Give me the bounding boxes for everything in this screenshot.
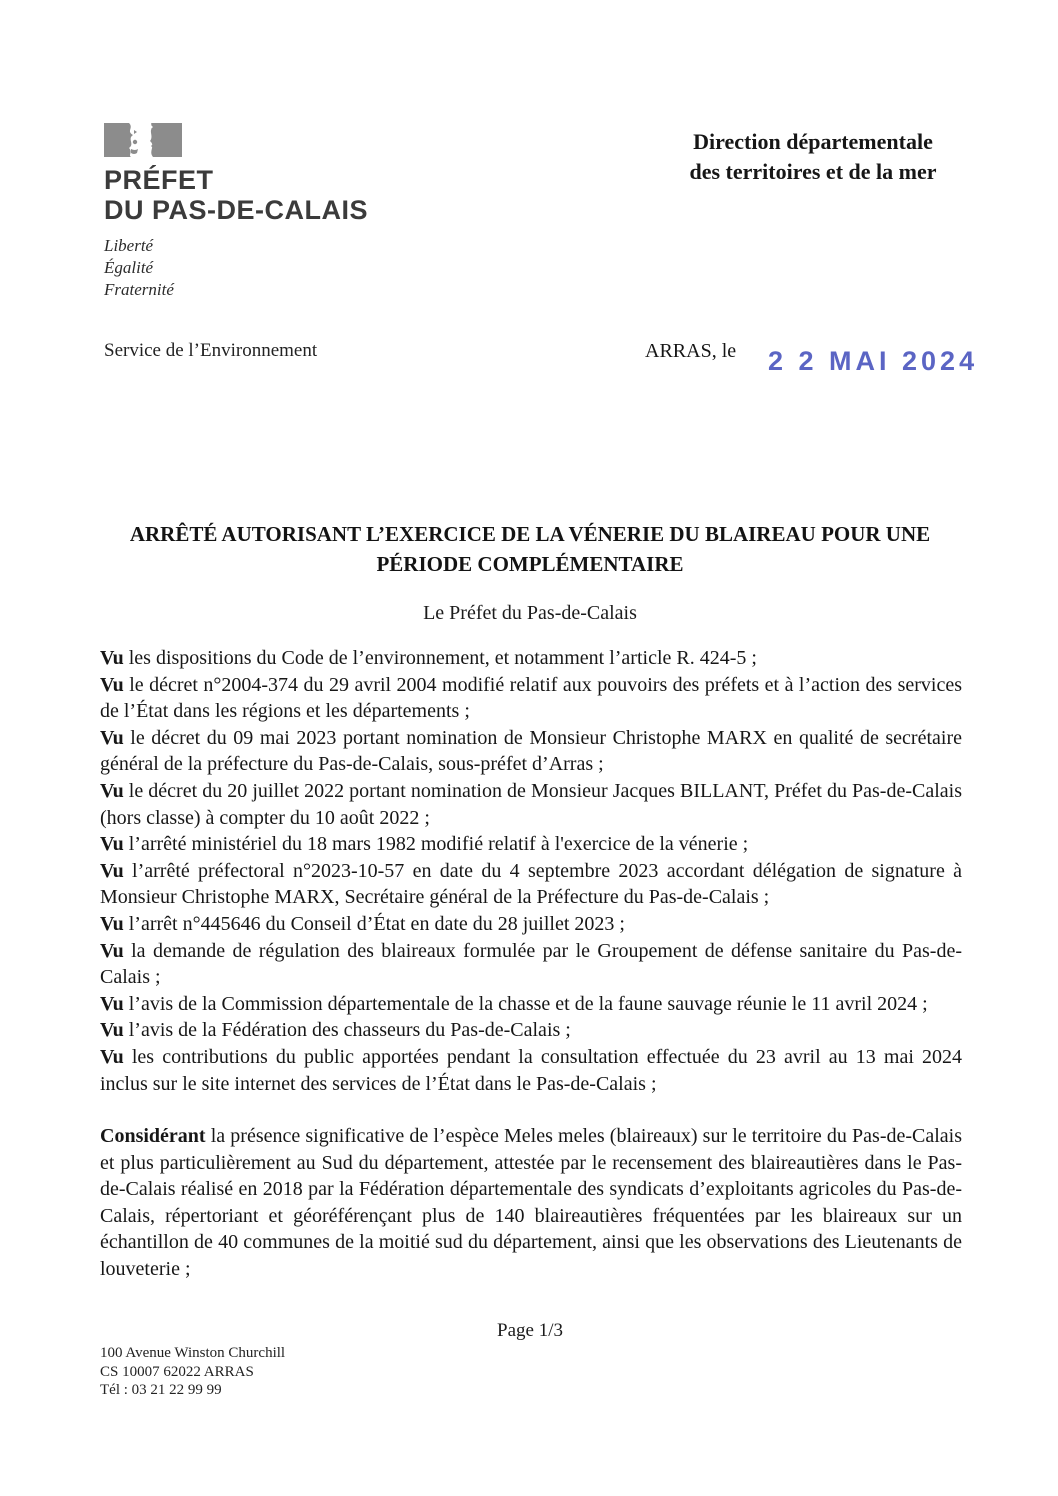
document-title-line1: ARRÊTÉ AUTORISANT L’EXERCICE DE LA VÉNERIE DU BLAIREAU POUR UNE <box>129 522 931 546</box>
document-title-line2: PÉRIODE COMPLÉMENTAIRE <box>376 552 684 576</box>
paragraph-lead: Vu <box>100 992 124 1015</box>
page-number: Page 1/3 <box>497 1320 563 1341</box>
paragraph-vu: Vu la demande de régulation des blaireaux formulée par le Groupement de défense sanitaire du Pas-de-Calais ; <box>100 939 962 989</box>
paragraph-lead: Vu <box>100 859 124 882</box>
paragraph-vu: Vu l’arrêt n°445646 du Conseil d’État en date du 28 juillet 2023 ; <box>100 912 625 935</box>
prefecture-name-line2: DU PAS-DE-CALAIS <box>104 195 368 225</box>
paragraph-lead: Considérant <box>100 1125 206 1148</box>
motto-fraternite: Fraternité <box>104 280 174 299</box>
motto-liberte: Liberté <box>104 236 154 255</box>
paragraph-considrant: Considérant la présence significative de l’espèce Meles meles (blaireaux) sur le territoire du Pas-de-Calais et plus particulièrement au Sud du département, attestée par le recensement des blaireautières dans le Pas-de-Calais réalisé en 2018 par la Fédération départementale des syndicats d’exploitants agricoles du Pas-de-Calais, répertoriant et géoréférençant plus de 140 blaireautières fréquentées par les blaireaux sur un échantillon de 40 communes de la moitié sud du département, ainsi que les observations des Lieutenants de louveterie ; <box>100 1125 962 1281</box>
direction-line2: des territoires et de la mer <box>689 159 937 184</box>
paragraph-lead: Vu <box>100 673 124 696</box>
prefecture-brand-block <box>104 122 368 301</box>
footer-address-line3: Tél : 03 21 22 99 99 <box>100 1382 222 1398</box>
paragraph-lead: Vu <box>100 726 124 749</box>
paragraph-lead: Vu <box>100 1019 124 1042</box>
footer-address-line1: 100 Avenue Winston Churchill <box>100 1345 286 1361</box>
paragraph-vu: Vu le décret du 20 juillet 2022 portant nomination de Monsieur Jacques BILLANT, Préfet du Pas-de-Calais (hors classe) à compter du 10 août 2022 ; <box>100 779 962 829</box>
paragraph-vu: Vu l’avis de la Fédération des chasseurs du Pas-de-Calais ; <box>100 1019 571 1042</box>
paragraph-vu: Vu les contributions du public apportées pendant la consultation effectuée du 23 avril au 13 mai 2024 inclus sur le site internet des services de l’État dans le Pas-de-Calais ; <box>100 1045 962 1095</box>
paragraph-lead: Vu <box>100 647 124 669</box>
republic-motto <box>104 235 368 301</box>
paragraph-lead: Vu <box>100 779 124 802</box>
prefecture-name-line1: PRÉFET <box>104 165 214 195</box>
paragraph-vu: Vu le décret du 09 mai 2023 portant nomination de Monsieur Christophe MARX en qualité de secrétaire général de la préfecture du Pas-de-Calais, sous-préfet d’Arras ; <box>100 726 962 776</box>
document-subtitle: Le Préfet du Pas-de-Calais <box>423 602 637 624</box>
direction-header <box>648 127 978 187</box>
paragraph-lead: Vu <box>100 939 124 962</box>
direction-line1: Direction départementale <box>693 129 933 154</box>
city-date-label: ARRAS, le <box>645 340 737 362</box>
paragraph-vu: Vu l’arrêté ministériel du 18 mars 1982 modifié relatif à l'exercice de la vénerie ; <box>100 833 749 856</box>
service-label: Service de l’Environnement <box>104 340 318 361</box>
prefecture-name <box>104 165 368 225</box>
date-stamp: 2 2 MAI 2024 <box>768 346 979 376</box>
marianne-logo-icon <box>104 122 186 160</box>
paragraph-lead: Vu <box>100 1045 124 1068</box>
footer-address <box>100 1344 285 1400</box>
paragraph-vu: Vu le décret n°2004-374 du 29 avril 2004 modifié relatif aux pouvoirs des préfets et à l’action des services de l’État dans les régions et les départements ; <box>100 673 962 723</box>
paragraph-lead: Vu <box>100 912 124 935</box>
paragraph-vu: Vu l’arrêté préfectoral n°2023-10-57 en date du 4 septembre 2023 accordant délégation de signature à Monsieur Christophe MARX, Secrétaire général de la Préfecture du Pas-de-Calais ; <box>100 859 962 909</box>
motto-egalite: Égalité <box>104 258 154 277</box>
paragraph-vu: Vu les dispositions du Code de l’environnement, et notamment l’article R. 424-5 ; <box>100 647 757 669</box>
document-title <box>99 519 961 579</box>
paragraph-vu: Vu l’avis de la Commission départementale de la chasse et de la faune sauvage réunie le 11 avril 2024 ; <box>100 992 928 1015</box>
paragraph-lead: Vu <box>100 833 124 856</box>
footer-address-line2: CS 10007 62022 ARRAS <box>100 1363 254 1380</box>
body-paragraphs <box>100 645 962 1283</box>
